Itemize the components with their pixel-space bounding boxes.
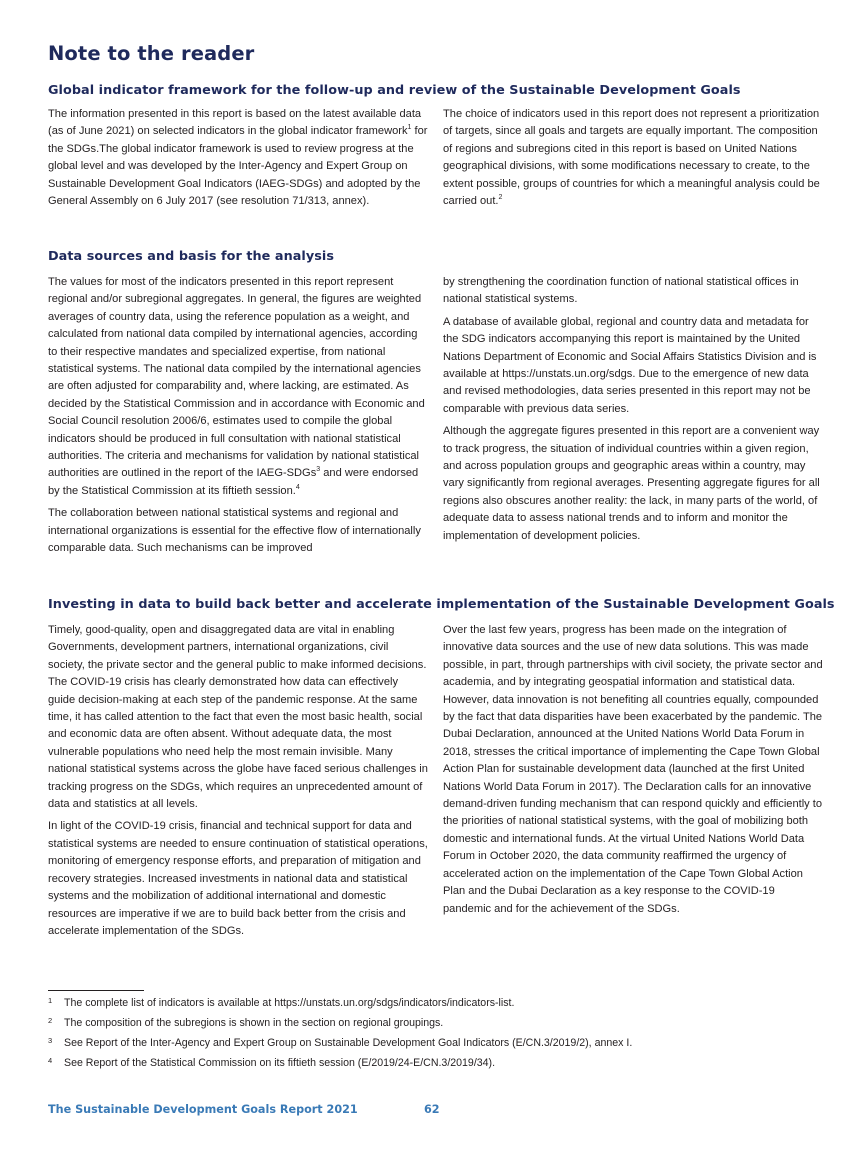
footnote-ref: 2 <box>498 194 503 202</box>
section-heading-data-sources: Data sources and basis for the analysis <box>48 249 335 264</box>
paragraph: Over the last few years, progress has been made on the integration of innovative data sources and the use of new data solutions. This was made possible, in part, through partnerships with civil society, the private sector and academia, and by integrating geospatial information and statistical data. However, data innovation is not benefiting all countries equally, compounded by the fact that data disparities have been exacerbated by the pandemic. The Dubai Declaration, announced at the United Nations World Data Forum in 2018, stresses the critical importance of implementing the Cape Town Global Action Plan for sustainable development data (launched at the first United Nations World Data Forum in 2017). The Declaration calls for an innovative demand-driven funding mechanism that can respond quickly and efficiently to the priorities of national statistical systems, with the goal of mobilizing both domestic and international funds. At the virtual United Nations World Data Forum in October 2020, the data community reaffirmed the urgency of accelerated action on the implementation of the Cape Town Global Action Plan and the Dubai Declaration as a key response to the COVID-19 pandemic and for the achievement of the SDGs. <box>443 624 823 915</box>
paragraph: The information presented in this report is based on the latest available data (as of June 2021) on selected indicators in the global indicator framework$^1$ for the SDGs.The global indicator framework is used to review progress at the global level and was developed by the Inter-Agency and Expert Group on Sustainable Development Goal Indicators (IAEG-SDGs) and adopted by the General Assembly on 6 July 2017 (see resolution 71/313, annex). <box>48 108 428 208</box>
paragraph: The choice of indicators used in this report does not represent a prioritization of targets, since all goals and targets are equally important. The composition of regions and subregions cited in this report is based on United Nations geographical divisions, with some modifications necessary to create, to the extent possible, groups of countries for which a meaningful analysis could be carried out.$^2$ <box>443 108 820 208</box>
paragraph: Timely, good-quality, open and disaggregated data are vital in enabling Governments, development partners, international organizations, civil society, the private sector and the general public to make informed decisions. The COVID-19 crisis has clearly demonstrated how data can effectively guide decision-making at each step of the pandemic response. At the same time, it has called attention to the fact that even the most basic health, social and economic data are often absent. Without adequate data, the most vulnerable populations who need help the most remain invisible. Many national statistical systems across the globe have faced serious challenges in tracking progress on the SDGs, which requires an unprecedented amount of data and statistics at all levels. <box>48 624 428 811</box>
footnote: 2 The composition of the subregions is shown in the section on regional groupings. <box>48 1016 444 1029</box>
section-2-column-2 <box>443 274 825 545</box>
footnote-ref: 1 <box>407 124 412 132</box>
paragraph: Although the aggregate figures presented in this report are a convenient way to track progress, the situation of individual countries within a given region, and across population groups and geographic areas within a country, may vary significantly from regional averages. Presenting aggregate figures for all regions also obscures another reality: the lack, in many parts of the world, of adequate data to assess national trends and to inform and monitor the implementation of development policies. <box>443 425 820 542</box>
section-heading-investing-in-data: Investing in data to build back better and accelerate implementation of the Sustainable Development Goals <box>48 597 835 612</box>
paragraph: A database of available global, regional and country data and metadata for the SDG indicators accompanying this report is maintained by the United Nations Department of Economic and Social Affairs Statistics Division and is available at https://unstats.un.org/sdgs. Due to the emergence of new data and revised methodologies, data series presented in this report may not be comparable with previous data series. <box>443 315 817 415</box>
section-3-column-2 <box>443 622 825 918</box>
section-2-column-1 <box>48 274 428 558</box>
paragraph: The values for most of the indicators presented in this report represent regional and/or subregional aggregates. In general, the figures are weighted averages of country data, using the reference population as a weight, and calculated from national data compiled by international agencies, according to their respective mandates and specialized expertise, from national statistical systems. The national data compiled by the international agencies are often adjusted for comparability and, where lacking, are estimated. As decided by the Statistical Commission and in accordance with Economic and Social Council resolution 2006/6, estimates used to compile the global indicators should be produced in full consultation with national statistical authorities. The criteria and mechanisms for validation by national statistical authorities are outlined in the report of the IAEG-SDGs$^3$ and were endorsed by the Statistical Commission at its fiftieth session.$^4$ <box>48 276 425 497</box>
section-3-column-1 <box>48 622 428 940</box>
page-title: Note to the reader <box>48 42 255 65</box>
section-1-column-2 <box>443 106 825 210</box>
page-number: 62 <box>424 1103 440 1116</box>
footnote-divider <box>48 990 144 991</box>
footnote: 1 The complete list of indicators is available at https://unstats.un.org/sdgs/indicators/indicators-list. <box>48 996 515 1009</box>
footnote-ref: 4 <box>295 483 300 491</box>
section-heading-indicator-framework: Global indicator framework for the follow-up and review of the Sustainable Development Goals <box>48 83 741 98</box>
footnote: 3 See Report of the Inter-Agency and Expert Group on Sustainable Development Goal Indicators (E/CN.3/2019/2), annex I. <box>48 1036 633 1049</box>
paragraph: by strengthening the coordination function of national statistical offices in national statistical systems. <box>443 276 799 306</box>
footnote: 4 See Report of the Statistical Commission on its fiftieth session (E/2019/24-E/CN.3/2019/34). <box>48 1056 496 1069</box>
section-1-column-1 <box>48 106 428 210</box>
footnote-ref: 3 <box>316 466 321 474</box>
paragraph: In light of the COVID-19 crisis, financial and technical support for data and statistical systems are needed to ensure continuation of statistical operations, monitoring of emergency response efforts, and preparation of mitigation and recovery strategies. Increased investments in national data and statistical systems and the mobilization of additional international and domestic resources are imperative if we are to build back better from the crisis and accelerate implementation of the SDGs. <box>48 820 428 937</box>
footer-report-title: The Sustainable Development Goals Report 2021 <box>48 1103 358 1116</box>
paragraph: The collaboration between national statistical systems and regional and international organizations is essential for the effective flow of internationally comparable data. Such mechanisms can be improved <box>48 507 421 555</box>
